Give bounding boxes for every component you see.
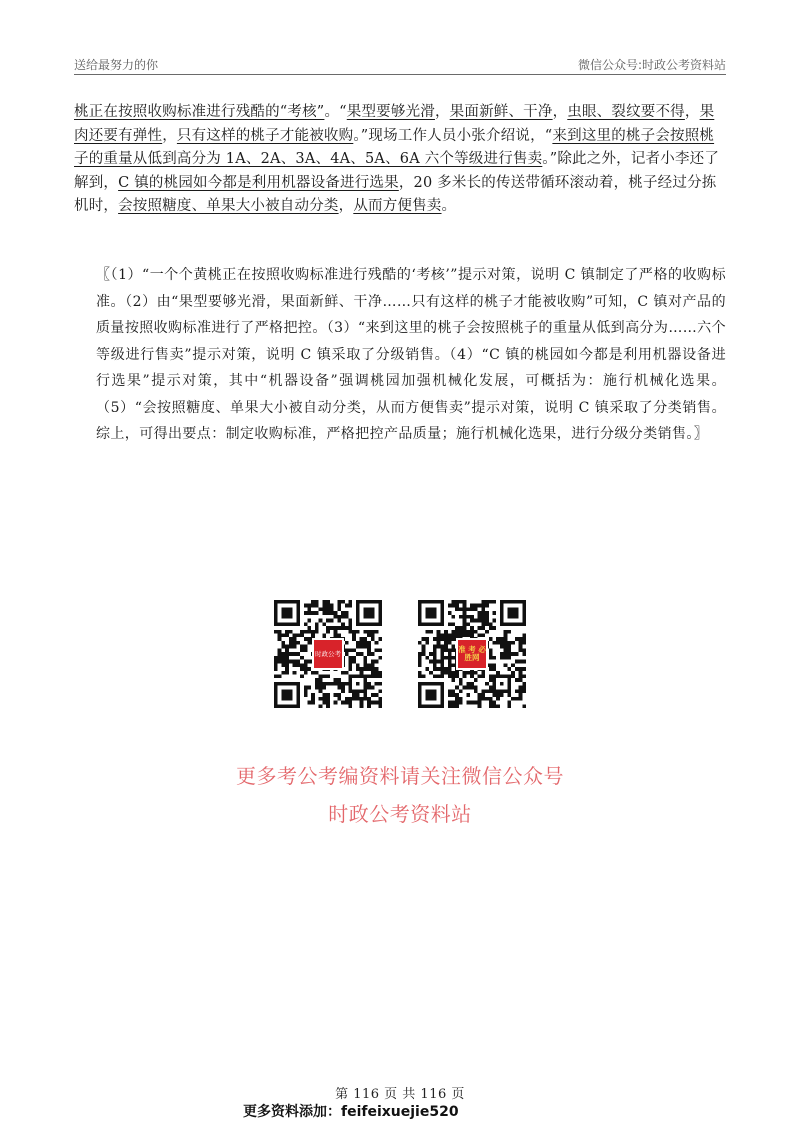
header-left-text: 送给最努力的你 (74, 58, 159, 72)
passage-text: ， (684, 104, 700, 120)
footer-contact: 更多资料添加：feifeixuejie520 (243, 1104, 459, 1120)
passage-text: ，20 多米长的传送带循环滚动着，桃子经过分拣机时， (74, 174, 717, 214)
analysis-paragraph: 〖（1）“一个个黄桃正在按照收购标准进行残酷的‘考核’”提示对策，说明 C 镇制定了严格的收购标准。（2）由“果型要够光滑，果面新鲜、干净……只有这样的桃子才能被收购”可知，C 镇对产品的质量按照收购标准进行了严格把控。（3）“来到这里的桃子会按照桃子的重量从低到高分为……六个等级进行售卖”提示对策，说明 C 镇采取了分级销售。（4）“C 镇的桃园如今都是利用机器设备进行选果”提示对策，其中“机器设备”强调桃园加强机械化发展，可概括为：施行机械化选果。（5）“会按照糖度、单果大小被自动分类，从而方便售卖”提示对策，说明 C 镇采取了分类销售。综上，可得出要点：制定收购标准，严格把控产品质量；施行机械化选果，进行分级分类销售。〗 (96, 267, 726, 442)
passage-text: ， (552, 104, 568, 120)
passage-text: ， (162, 127, 177, 144)
underlined-phrase: C 镇的桃园如今都是利用机器设备进行选果 (118, 174, 399, 191)
underlined-phrase: 只有这样的桃子才能被收购 (176, 127, 354, 144)
page-header (74, 52, 726, 75)
page-number: 第 116 页 共 116 页 (335, 1087, 465, 1102)
underlined-phrase: 果面新鲜、干净 (449, 104, 553, 120)
qr-code-right (418, 600, 526, 708)
passage-text: 。 (441, 198, 457, 214)
underlined-phrase: 从而方便售卖 (353, 198, 442, 214)
passage-text: 。”现场工作人员小张介绍说，“ (353, 127, 553, 144)
passage-text: 。“ (324, 104, 347, 120)
underlined-phrase: 果型要够光滑 (346, 104, 435, 120)
qr-code-left-logo: 时政公考 (312, 638, 344, 670)
underlined-phrase: 虫眼、裂纹要不得 (567, 104, 685, 120)
promo-line-1: 更多考公考编资料请关注微信公众号 (236, 764, 564, 788)
qr-code-right-logo: 准 考 必胜网 (456, 638, 488, 670)
passage-text: 。”除此之外，记者小李还了解到， (74, 151, 720, 191)
promo-line-2: 时政公考资料站 (328, 802, 472, 826)
underlined-phrase: 来到这里的桃子会按照桃子的重量从低到高分为 1A、2A、3A、4A、5A、6A 六个等级进行售卖 (74, 127, 715, 167)
passage-paragraph (74, 101, 726, 219)
underlined-phrase: 果肉还要有弹性 (74, 104, 715, 144)
underlined-phrase: 桃正在按照收购标准进行残酷的“考核” (74, 104, 325, 120)
passage-text: ， (434, 104, 450, 120)
header-right-text: 微信公众号:时政公考资料站 (577, 58, 726, 72)
qr-code-left (274, 600, 382, 708)
passage-text: ， (338, 198, 354, 214)
underlined-phrase: 会按照糖度、单果大小被自动分类 (118, 198, 339, 214)
